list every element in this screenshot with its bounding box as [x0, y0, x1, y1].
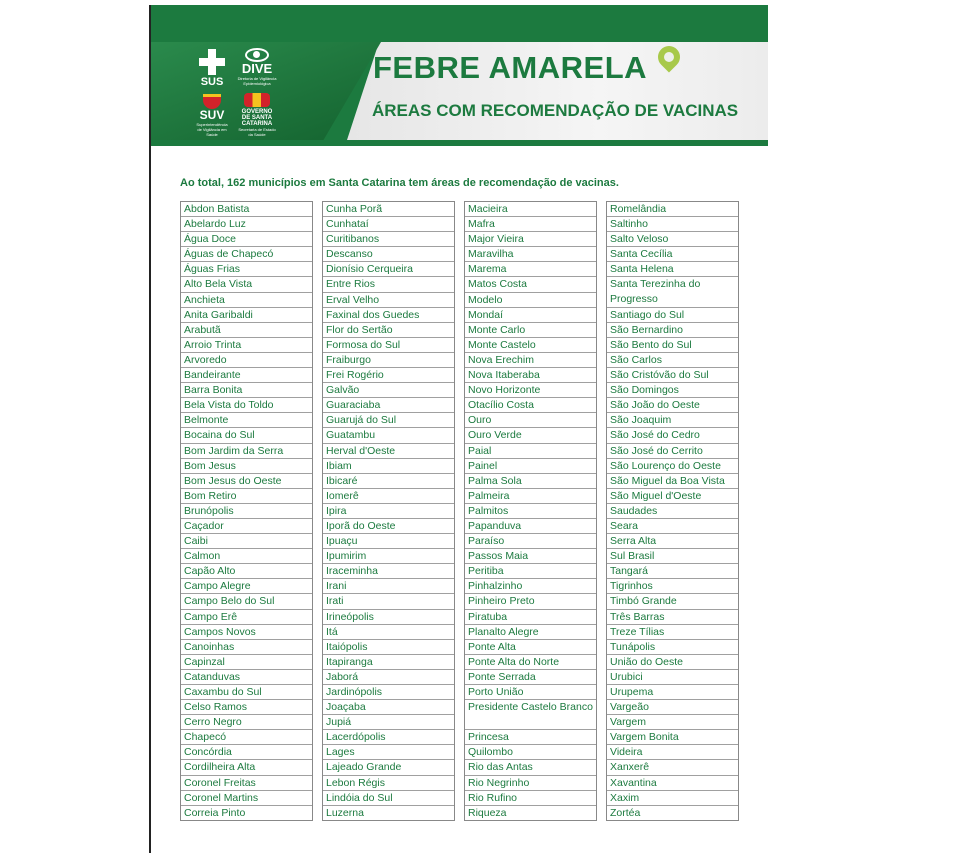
- municipality-cell: Palmeira: [465, 489, 596, 504]
- municipality-cell: Sul Brasil: [607, 549, 738, 564]
- sus-logo: [196, 49, 228, 88]
- municipality-cell: Bom Retiro: [181, 489, 312, 504]
- municipality-cell: Painel: [465, 459, 596, 474]
- municipality-cell: Arabutã: [181, 323, 312, 338]
- municipality-cell: Lindóia do Sul: [323, 791, 454, 806]
- municipality-cell: Seara: [607, 519, 738, 534]
- medical-cross-icon: [199, 49, 225, 75]
- municipality-cell: Vargem Bonita: [607, 730, 738, 745]
- municipality-cell: Urupema: [607, 685, 738, 700]
- municipality-cell: Entre Rios: [323, 277, 454, 292]
- municipality-cell: Treze Tílias: [607, 625, 738, 640]
- municipality-cell: Romelândia: [607, 202, 738, 217]
- municipality-cell: Marema: [465, 262, 596, 277]
- municipality-cell: Tunápolis: [607, 640, 738, 655]
- municipality-cell: Planalto Alegre: [465, 625, 596, 640]
- municipality-cell: Joaçaba: [323, 700, 454, 715]
- municipality-cell: Dionísio Cerqueira: [323, 262, 454, 277]
- municipality-column-2: [322, 201, 455, 821]
- municipality-cell: Formosa do Sul: [323, 338, 454, 353]
- municipality-cell: Paraíso: [465, 534, 596, 549]
- municipality-cell: Vargeão: [607, 700, 738, 715]
- municipality-cell: Canoinhas: [181, 640, 312, 655]
- municipality-cell: Erval Velho: [323, 293, 454, 308]
- santa-catarina-logo-text: GOVERNO DE SANTA CATARINA: [241, 109, 273, 127]
- municipality-cell: Brunópolis: [181, 504, 312, 519]
- municipality-cell: Irani: [323, 579, 454, 594]
- municipality-cell: Ouro: [465, 413, 596, 428]
- suv-logo-subtext: Superintendência de Vigilância em Saúde: [196, 122, 228, 137]
- municipality-cell: Catanduvas: [181, 670, 312, 685]
- municipality-cell: Correia Pinto: [184, 806, 246, 819]
- municipality-cell: Porto União: [465, 685, 596, 700]
- municipality-cell: Lebon Régis: [323, 776, 454, 791]
- municipality-cell: São José do Cedro: [607, 428, 738, 443]
- municipality-column-4: [606, 201, 739, 821]
- municipality-cell: Caxambu do Sul: [181, 685, 312, 700]
- municipality-cell: Jardinópolis: [323, 685, 454, 700]
- municipality-cell: Lajeado Grande: [323, 760, 454, 775]
- municipality-cell: Princesa: [465, 730, 596, 745]
- municipality-cell: Arvoredo: [181, 353, 312, 368]
- municipality-cell: Anchieta: [181, 293, 312, 308]
- municipality-cell: Tangará: [607, 564, 738, 579]
- municipality-cell: Jupiá: [323, 715, 454, 730]
- municipality-cell: Maravilha: [465, 247, 596, 262]
- municipality-cell: Campo Alegre: [181, 579, 312, 594]
- municipality-cell: Pinhalzinho: [465, 579, 596, 594]
- municipality-cell: Iomerê: [323, 489, 454, 504]
- header-banner: [151, 36, 768, 146]
- municipality-cell: Vargem: [607, 715, 738, 730]
- municipality-cell: Coronel Martins: [181, 791, 312, 806]
- municipality-cell: Itaiópolis: [323, 640, 454, 655]
- municipality-cell: Modelo: [465, 293, 596, 308]
- municipality-cell: São Joaquim: [607, 413, 738, 428]
- municipality-cell: Videira: [607, 745, 738, 760]
- municipality-cell: São Domingos: [607, 383, 738, 398]
- municipality-cell: São Miguel d'Oeste: [607, 489, 738, 504]
- top-bar: [151, 5, 768, 36]
- municipality-cell: Mondaí: [465, 308, 596, 323]
- municipality-cell: Peritiba: [465, 564, 596, 579]
- municipality-cell: Tigrinhos: [607, 579, 738, 594]
- municipality-cell: Santa Cecília: [607, 247, 738, 262]
- suv-logo-text: SUV: [199, 108, 225, 122]
- municipality-cell: São José do Cerrito: [607, 444, 738, 459]
- municipality-cell: Ipumirim: [323, 549, 454, 564]
- municipality-cell: Chapecó: [181, 730, 312, 745]
- municipality-cell: Ponte Alta do Norte: [465, 655, 596, 670]
- municipality-cell: Pinheiro Preto: [465, 594, 596, 609]
- municipality-cell: Papanduva: [465, 519, 596, 534]
- santa-catarina-logo-subtext: Secretaria de Estado da Saúde: [238, 127, 276, 137]
- municipality-cell: Bandeirante: [181, 368, 312, 383]
- municipality-cell: Jaborá: [323, 670, 454, 685]
- municipality-cell: Campos Novos: [181, 625, 312, 640]
- municipality-cell: Ipuaçu: [323, 534, 454, 549]
- suv-emblem-icon: [203, 94, 221, 109]
- municipality-cell: Anita Garibaldi: [181, 308, 312, 323]
- municipality-cell: Rio das Antas: [465, 760, 596, 775]
- municipality-cell: Monte Castelo: [465, 338, 596, 353]
- municipality-cell: Calmon: [181, 549, 312, 564]
- municipality-cell: São Miguel da Boa Vista: [607, 474, 738, 489]
- municipality-cell: Bela Vista do Toldo: [181, 398, 312, 413]
- municipality-cell: Frei Rogério: [323, 368, 454, 383]
- municipality-cell: Otacílio Costa: [465, 398, 596, 413]
- municipality-cell: Guatambu: [323, 428, 454, 443]
- municipality-cell: Abdon Batista: [181, 202, 312, 217]
- municipality-cell: Ouro Verde: [465, 428, 596, 443]
- municipality-cell: Novo Horizonte: [465, 383, 596, 398]
- municipality-cell: São Carlos: [607, 353, 738, 368]
- municipality-cell: Alto Bela Vista: [181, 277, 312, 292]
- municipality-cell: Curitibanos: [323, 232, 454, 247]
- suv-logo: [194, 94, 230, 137]
- municipality-cell: Santa Helena: [607, 262, 738, 277]
- municipality-cell: Palmitos: [465, 504, 596, 519]
- municipality-cell: Três Barras: [607, 610, 738, 625]
- municipality-cell: Campo Erê: [181, 610, 312, 625]
- municipality-cell: Xavantina: [607, 776, 738, 791]
- municipality-cell: Faxinal dos Guedes: [323, 308, 454, 323]
- municipality-cell: Ponte Alta: [465, 640, 596, 655]
- banner-top-stripe: [151, 36, 768, 42]
- municipality-cell: Ibiam: [323, 459, 454, 474]
- municipality-cell: Caçador: [181, 519, 312, 534]
- municipality-cell: Macieira: [465, 202, 596, 217]
- municipality-cell: Nova Erechim: [465, 353, 596, 368]
- municipality-cell: Ibicaré: [323, 474, 454, 489]
- municipality-cell: Irati: [323, 594, 454, 609]
- page-title: FEBRE AMARELA: [373, 50, 648, 85]
- municipality-cell: Matos Costa: [465, 277, 596, 292]
- municipality-cell: Água Doce: [181, 232, 312, 247]
- intro-text: Ao total, 162 municípios em Santa Catarina tem áreas de recomendação de vacinas.: [180, 177, 619, 189]
- municipality-cell: Celso Ramos: [181, 700, 312, 715]
- municipality-cell: Flor do Sertão: [323, 323, 454, 338]
- municipality-cell: Itapiranga: [323, 655, 454, 670]
- municipality-cell: Cunha Porã: [323, 202, 454, 217]
- dive-logo: [237, 48, 277, 86]
- municipality-cell: Concórdia: [181, 745, 312, 760]
- dive-logo-text: DIVE: [241, 61, 273, 76]
- municipality-cell: Capão Alto: [181, 564, 312, 579]
- municipality-cell: Urubici: [607, 670, 738, 685]
- municipality-cell: Herval d'Oeste: [323, 444, 454, 459]
- municipality-cell: Santiago do Sul: [607, 308, 738, 323]
- santa-catarina-logo: [238, 93, 276, 137]
- municipality-cell: Nova Itaberaba: [465, 368, 596, 383]
- municipality-cell: Caibi: [181, 534, 312, 549]
- municipality-cell: Iraceminha: [323, 564, 454, 579]
- municipality-cell: Bocaina do Sul: [181, 428, 312, 443]
- municipality-cell: Guarujá do Sul: [323, 413, 454, 428]
- municipality-cell: Cerro Negro: [181, 715, 312, 730]
- municipality-cell: Bom Jesus: [181, 459, 312, 474]
- municipality-cell: Santa Terezinha do Progresso: [607, 277, 738, 307]
- municipality-cell: Bom Jesus do Oeste: [181, 474, 312, 489]
- municipality-cell: São João do Oeste: [607, 398, 738, 413]
- municipality-cell: Xaxim: [607, 791, 738, 806]
- municipality-column-1: [180, 201, 313, 821]
- municipality-cell: Mafra: [465, 217, 596, 232]
- municipality-cell: Capinzal: [181, 655, 312, 670]
- document-page: [149, 5, 771, 853]
- municipality-cell: Timbó Grande: [607, 594, 738, 609]
- municipality-cell: Quilombo: [465, 745, 596, 760]
- sus-logo-text: SUS: [200, 76, 224, 88]
- municipality-cell: Belmonte: [181, 413, 312, 428]
- municipality-cell: Lacerdópolis: [323, 730, 454, 745]
- municipality-cell: Coronel Freitas: [181, 776, 312, 791]
- municipality-cell: Zortéa: [610, 806, 641, 819]
- banner-bottom-stripe: [151, 140, 768, 146]
- municipality-cell: Abelardo Luz: [181, 217, 312, 232]
- dive-logo-subtext: Diretoria de Vigilância Epidemiológica: [237, 76, 277, 86]
- municipality-cell: União do Oeste: [607, 655, 738, 670]
- municipality-cell: Xanxerê: [607, 760, 738, 775]
- municipality-cell: Riqueza: [468, 806, 507, 819]
- municipality-cell: Iporã do Oeste: [323, 519, 454, 534]
- municipality-column-3: [464, 201, 597, 821]
- municipality-cell: Barra Bonita: [181, 383, 312, 398]
- municipality-cell: Saltinho: [607, 217, 738, 232]
- municipality-cell: Guaraciaba: [323, 398, 454, 413]
- eye-icon: [245, 48, 269, 62]
- municipality-cell: Galvão: [323, 383, 454, 398]
- municipality-cell: Luzerna: [326, 806, 364, 819]
- municipality-cell: Piratuba: [465, 610, 596, 625]
- municipality-cell: São Cristóvão do Sul: [607, 368, 738, 383]
- municipality-cell: São Lourenço do Oeste: [607, 459, 738, 474]
- municipality-cell: Itá: [323, 625, 454, 640]
- municipality-cell: Presidente Castelo Branco: [465, 700, 596, 730]
- municipality-cell: Ipira: [323, 504, 454, 519]
- municipality-cell: Irineópolis: [323, 610, 454, 625]
- municipality-cell: Paial: [465, 444, 596, 459]
- municipality-cell: Serra Alta: [607, 534, 738, 549]
- municipality-cell: Lages: [323, 745, 454, 760]
- municipality-cell: Rio Negrinho: [465, 776, 596, 791]
- state-flag-icon: [244, 93, 270, 107]
- municipality-cell: Cunhataí: [323, 217, 454, 232]
- municipality-cell: São Bernardino: [607, 323, 738, 338]
- municipality-cell: Águas de Chapecó: [181, 247, 312, 262]
- municipality-cell: Major Vieira: [465, 232, 596, 247]
- page-subtitle: ÁREAS COM RECOMENDAÇÃO DE VACINAS: [372, 101, 739, 120]
- municipality-cell: São Bento do Sul: [607, 338, 738, 353]
- municipality-cell: Bom Jardim da Serra: [181, 444, 312, 459]
- municipality-cell: Rio Rufino: [465, 791, 596, 806]
- municipality-cell: Descanso: [323, 247, 454, 262]
- municipality-cell: Cordilheira Alta: [181, 760, 312, 775]
- municipality-cell: Fraiburgo: [323, 353, 454, 368]
- municipality-cell: Palma Sola: [465, 474, 596, 489]
- municipality-cell: Saudades: [607, 504, 738, 519]
- municipality-cell: Monte Carlo: [465, 323, 596, 338]
- municipality-cell: Passos Maia: [465, 549, 596, 564]
- municipality-cell: Arroio Trinta: [181, 338, 312, 353]
- municipality-cell: Campo Belo do Sul: [181, 594, 312, 609]
- municipality-cell: Salto Veloso: [607, 232, 738, 247]
- municipality-cell: Ponte Serrada: [465, 670, 596, 685]
- municipality-cell: Águas Frias: [181, 262, 312, 277]
